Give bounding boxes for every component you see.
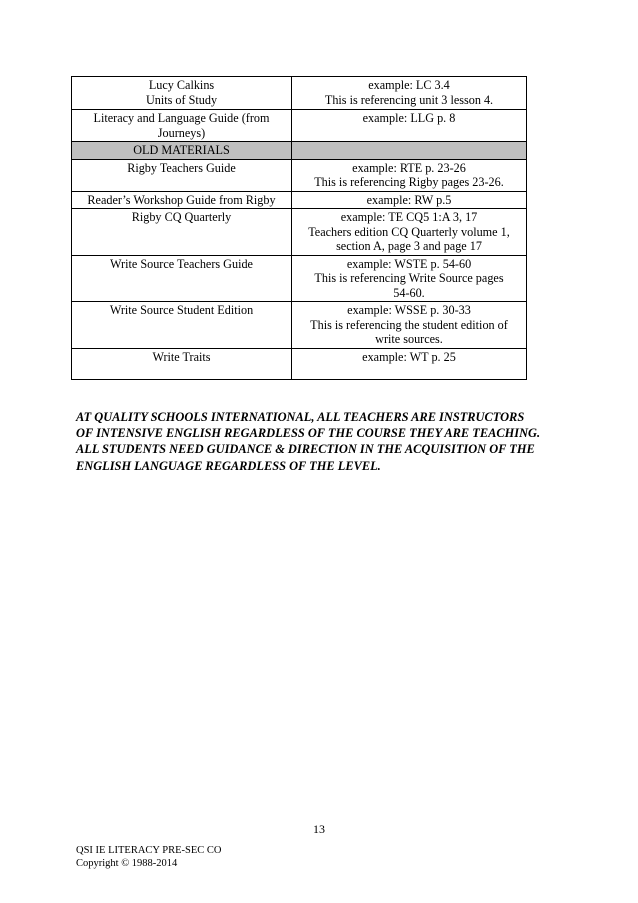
table-row: [72, 110, 527, 142]
material-name: Rigby CQ Quarterly: [72, 209, 292, 256]
notice-line: AT QUALITY SCHOOLS INTERNATIONAL, ALL TEACHERS ARE INSTRUCTORS: [76, 410, 525, 424]
footer-title: QSI IE LITERACY PRE-SEC CO: [76, 845, 222, 856]
material-name: Lucy Calkins Units of Study: [72, 77, 292, 110]
citation-example: example: WSSE p. 30-33 This is referencing the student edition of write sources.: [292, 302, 527, 349]
table-row: [72, 255, 527, 302]
table-row: [72, 77, 527, 110]
footer: [76, 844, 221, 870]
citation-example: example: LC 3.4 This is referencing unit 3 lesson 4.: [292, 77, 527, 110]
reference-table: [71, 76, 527, 380]
citation-example: example: LLG p. 8: [292, 110, 527, 142]
table-row: [72, 348, 527, 379]
material-name: Write Source Student Edition: [72, 302, 292, 349]
material-name: Write Source Teachers Guide: [72, 255, 292, 302]
intensive-english-notice: [76, 409, 576, 474]
citation-example: example: RW p.5: [292, 191, 527, 209]
material-name: Rigby Teachers Guide: [72, 159, 292, 191]
page-number: 13: [313, 822, 325, 836]
citation-example: example: RTE p. 23-26 This is referencing Rigby pages 23-26.: [292, 159, 527, 191]
citation-example: example: WT p. 25: [292, 348, 527, 379]
table-row: [72, 159, 527, 191]
material-name: Write Traits: [72, 348, 292, 379]
notice-line: ENGLISH LANGUAGE REGARDLESS OF THE LEVEL.: [76, 458, 381, 473]
footer-copyright: Copyright © 1988-2014: [76, 858, 178, 869]
table-row: [72, 191, 527, 209]
section-title: OLD MATERIALS: [72, 142, 292, 160]
notice-line: OF INTENSIVE ENGLISH REGARDLESS OF THE COURSE THEY ARE TEACHING.: [76, 426, 541, 441]
material-name: Reader’s Workshop Guide from Rigby: [72, 191, 292, 209]
notice-line: ALL STUDENTS NEED GUIDANCE & DIRECTION IN THE ACQUISITION OF THE: [76, 442, 535, 457]
section-empty-cell: [292, 142, 527, 160]
citation-example: example: TE CQ5 1:A 3, 17 Teachers edition CQ Quarterly volume 1, section A, page 3 and page 17: [292, 209, 527, 256]
section-header-row: [72, 142, 527, 160]
table-row: [72, 302, 527, 349]
citation-example: example: WSTE p. 54-60 This is referencing Write Source pages 54-60.: [292, 255, 527, 302]
material-name: Literacy and Language Guide (from Journeys): [72, 110, 292, 142]
table-row: [72, 209, 527, 256]
